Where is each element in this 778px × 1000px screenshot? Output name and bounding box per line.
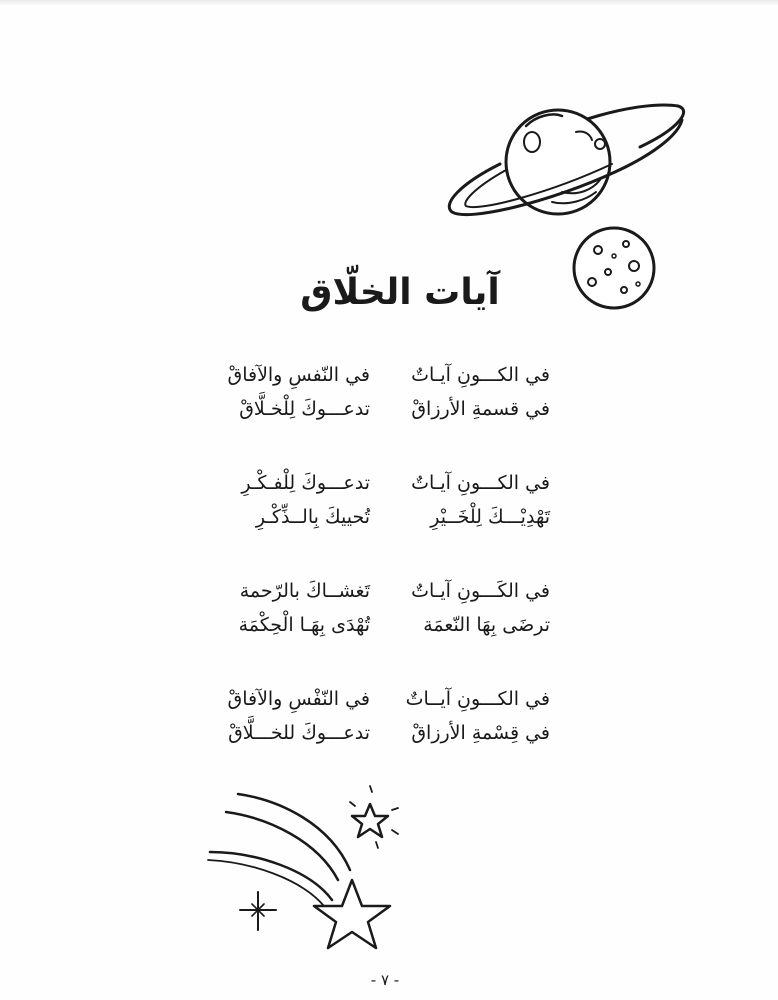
verse-second-hemistich: في النّفسِ والآفاقْ bbox=[227, 364, 370, 386]
stanza-1 bbox=[220, 358, 550, 426]
verse-line bbox=[220, 682, 550, 716]
verse-first-hemistich: في الكَـــونِ آيـاتٌ bbox=[411, 580, 550, 602]
verse-second-hemistich: تَغشــاكَ بالرّحمة bbox=[239, 580, 370, 602]
verse-first-hemistich: في قِسْمةِ الأرزاقْ bbox=[411, 722, 550, 744]
stanza-4 bbox=[220, 682, 550, 750]
verse-line bbox=[220, 392, 550, 426]
verse-first-hemistich: تَهْدِيْـــكَ لِلْخَــيْرِ bbox=[430, 506, 550, 528]
verse-first-hemistich: في الكـــونِ آيـاتٌ bbox=[411, 472, 550, 494]
page-number: - ٧ - bbox=[370, 971, 400, 989]
stanza-3 bbox=[220, 574, 550, 642]
verse-line bbox=[220, 716, 550, 750]
page-edge-shadow bbox=[0, 0, 778, 6]
stanza-2 bbox=[220, 466, 550, 534]
verse-line bbox=[220, 466, 550, 500]
verse-second-hemistich: تدعـــوكَ لِلْفـكْـرِ bbox=[241, 472, 370, 494]
verse-line bbox=[220, 608, 550, 642]
verse-second-hemistich: تُهْدَى بِهَـا الْحِكْمَة bbox=[238, 614, 370, 636]
verse-second-hemistich: تُحييكَ بِالــذِّكْـرِ bbox=[255, 506, 370, 528]
moon-icon bbox=[568, 222, 660, 314]
saturn-icon bbox=[440, 92, 690, 232]
shooting-star-icon bbox=[200, 780, 420, 960]
verse-line bbox=[220, 358, 550, 392]
verse-second-hemistich: تدعـــوكَ لِلْخـلَّاقْ bbox=[239, 398, 370, 420]
verse-first-hemistich: في الكـــونِ آيــاتٌ bbox=[405, 688, 550, 710]
verse-first-hemistich: في الكـــونِ آيـاتٌ bbox=[411, 364, 550, 386]
verse-line bbox=[220, 574, 550, 608]
verse-first-hemistich: في قسمةِ الأرزاقْ bbox=[411, 398, 550, 420]
verse-second-hemistich: تدعـــوكَ للخـــلَّاقْ bbox=[228, 722, 370, 744]
poem-title: آيات الخلّاق bbox=[300, 272, 500, 313]
verse-second-hemistich: في النّفْسِ والآفاقْ bbox=[227, 688, 370, 710]
verse-line bbox=[220, 500, 550, 534]
poem-body bbox=[220, 358, 550, 790]
verse-first-hemistich: ترضَى بِهَا النّعمَة bbox=[423, 614, 550, 636]
